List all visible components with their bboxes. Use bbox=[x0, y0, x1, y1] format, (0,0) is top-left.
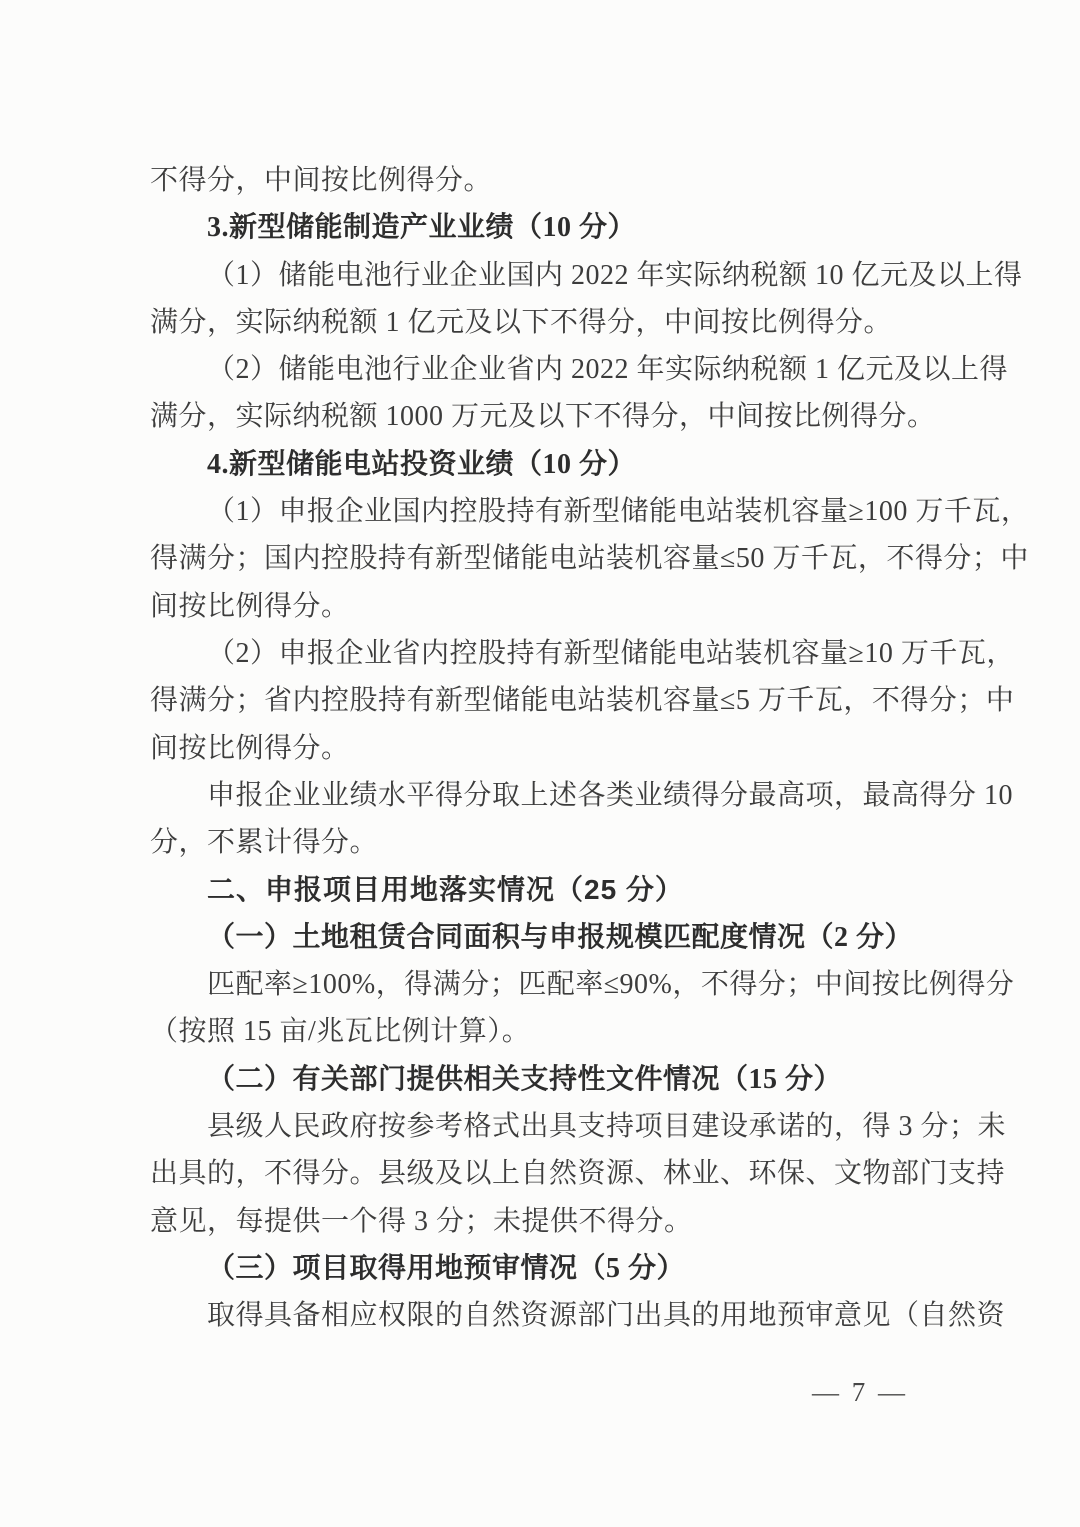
text-line: 取得具备相应权限的自然资源部门出具的用地预审意见（自然资 bbox=[207, 1300, 1006, 1332]
page-number: — 7 — bbox=[812, 1377, 908, 1407]
heading-line: （二）有关部门提供相关支持性文件情况（15 分） bbox=[207, 1063, 843, 1095]
text-line: 得满分；省内控股持有新型储能电站装机容量≤5 万千瓦，不得分；中 bbox=[150, 685, 1015, 717]
text-line: 不得分，中间按比例得分。 bbox=[150, 165, 493, 196]
text-line: （2）储能电池行业企业省内 2022 年实际纳税额 1 亿元及以上得 bbox=[207, 354, 1009, 386]
document-body bbox=[150, 157, 1030, 1339]
text-line: 得满分；国内控股持有新型储能电站装机容量≤50 万千瓦，不得分；中 bbox=[150, 543, 1029, 575]
text-line: 出具的，不得分。县级及以上自然资源、林业、环保、文物部门支持 bbox=[150, 1158, 1006, 1190]
text-line: （1）申报企业国内控股持有新型储能电站装机容量≥100 万千瓦， bbox=[207, 496, 1030, 528]
text-line: 匹配率≥100%，得满分；匹配率≤90%，不得分；中间按比例得分 bbox=[207, 969, 1015, 1001]
heading-line: （一）土地租赁合同面积与申报规模匹配度情况（2 分） bbox=[207, 921, 914, 953]
text-line: （1）储能电池行业企业国内 2022 年实际纳税额 10 亿元及以上得 bbox=[207, 259, 1023, 291]
text-line: 满分，实际纳税额 1 亿元及以下不得分，中间按比例得分。 bbox=[150, 306, 893, 338]
text-line: 间按比例得分。 bbox=[150, 732, 350, 764]
text-line: 申报企业业绩水平得分取上述各类业绩得分最高项，最高得分 10 bbox=[207, 779, 1014, 811]
text-line: 间按比例得分。 bbox=[150, 590, 350, 622]
text-line: （按照 15 亩/兆瓦比例计算）。 bbox=[150, 1016, 531, 1048]
text-line: （2）申报企业省内控股持有新型储能电站装机容量≥10 万千瓦， bbox=[207, 637, 1015, 669]
heading-line: 3.新型储能制造产业业绩（10 分） bbox=[207, 212, 637, 244]
heading-line: 4.新型储能电站投资业绩（10 分） bbox=[207, 448, 637, 480]
text-line: 县级人民政府按参考格式出具支持项目建设承诺的，得 3 分；未 bbox=[207, 1110, 1007, 1142]
heading-line: （三）项目取得用地预审情况（5 分） bbox=[207, 1252, 686, 1284]
text-line: 意见，每提供一个得 3 分；未提供不得分。 bbox=[150, 1205, 693, 1237]
text-line: 满分，实际纳税额 1000 万元及以下不得分，中间按比例得分。 bbox=[150, 401, 936, 433]
text-line: 分，不累计得分。 bbox=[150, 827, 379, 859]
heading-line: 二、申报项目用地落实情况（25 分） bbox=[207, 874, 684, 906]
